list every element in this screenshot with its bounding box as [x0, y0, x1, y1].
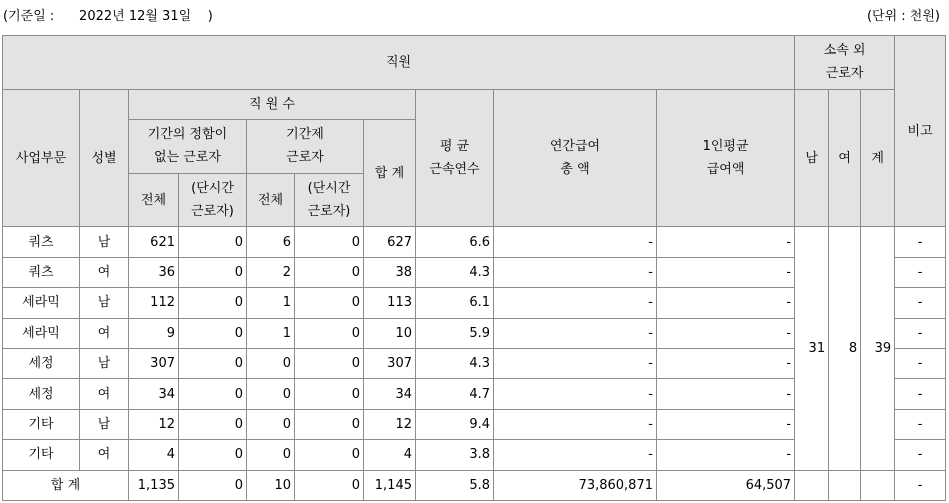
- total-cell: 627: [364, 227, 416, 257]
- total-cell: 1,145: [364, 470, 416, 500]
- fixed-short-cell: 0: [295, 318, 364, 348]
- fixed-total-cell: 10: [247, 470, 295, 500]
- total-label: 합 계: [3, 470, 129, 500]
- division-cell: 세정: [3, 379, 80, 409]
- fixed-total-cell: 6: [247, 227, 295, 257]
- total-cell: 113: [364, 288, 416, 318]
- gender-cell: 여: [80, 379, 129, 409]
- indef-total-cell: 34: [129, 379, 179, 409]
- total-cell: 10: [364, 318, 416, 348]
- total-cell: 34: [364, 379, 416, 409]
- fixed-total-cell: 0: [247, 409, 295, 439]
- fixed-short-cell: 0: [295, 227, 364, 257]
- division-cell: 세라믹: [3, 288, 80, 318]
- indef-total-cell: 621: [129, 227, 179, 257]
- indef-short-cell: 0: [179, 409, 247, 439]
- indef-short-cell: 0: [179, 470, 247, 500]
- annual-pay-cell: -: [494, 227, 657, 257]
- indef-total-cell: 307: [129, 349, 179, 379]
- outside-blank-cell: [795, 470, 829, 500]
- remark-cell: -: [895, 227, 946, 257]
- outside-sum-header: 계: [861, 89, 895, 227]
- avg-pay-cell: -: [657, 257, 795, 287]
- table-row: [3, 227, 946, 257]
- fixed-term-header: 기간제 근로자: [247, 120, 364, 174]
- avg-pay-cell: -: [657, 409, 795, 439]
- outside-total-cell: 39: [861, 227, 895, 470]
- avg-pay-cell: -: [657, 227, 795, 257]
- division-header: 사업부문: [3, 89, 80, 227]
- indefinite-header: 기간의 정함이 없는 근로자: [129, 120, 247, 174]
- fixed-short-cell: 0: [295, 257, 364, 287]
- division-cell: 세라믹: [3, 318, 80, 348]
- annual-pay-cell: -: [494, 379, 657, 409]
- indef-total-cell: 36: [129, 257, 179, 287]
- indef-short-cell: 0: [179, 227, 247, 257]
- indef-short-cell: 0: [179, 349, 247, 379]
- fixed-total-cell: 1: [247, 288, 295, 318]
- annual-pay-cell: 73,860,871: [494, 470, 657, 500]
- indef-short-cell: 0: [179, 379, 247, 409]
- fixed-total-cell: 2: [247, 257, 295, 287]
- total-row: [3, 470, 946, 500]
- fixed-total-cell: 1: [247, 318, 295, 348]
- remark-cell: -: [895, 349, 946, 379]
- remark-cell: -: [895, 288, 946, 318]
- fixed-short-header: (단시간 근로자): [295, 173, 364, 227]
- avg-tenure-header: 평 균 근속연수: [416, 89, 494, 227]
- remark-cell: -: [895, 318, 946, 348]
- indef-short-cell: 0: [179, 288, 247, 318]
- avg-pay-cell: -: [657, 288, 795, 318]
- annual-pay-cell: -: [494, 257, 657, 287]
- total-cell: 12: [364, 409, 416, 439]
- remark-cell: -: [895, 379, 946, 409]
- indefinite-short-header: (단시간 근로자): [179, 173, 247, 227]
- gender-cell: 여: [80, 318, 129, 348]
- fixed-short-cell: 0: [295, 470, 364, 500]
- employee-status-table: [2, 35, 946, 501]
- fixed-short-cell: 0: [295, 349, 364, 379]
- tenure-cell: 5.8: [416, 470, 494, 500]
- indefinite-all-header: 전체: [129, 173, 179, 227]
- division-cell: 기타: [3, 440, 80, 470]
- remark-cell: -: [895, 257, 946, 287]
- outside-male-cell: 31: [795, 227, 829, 470]
- total-cell: 4: [364, 440, 416, 470]
- outside-female-header: 여: [829, 89, 861, 227]
- fixed-short-cell: 0: [295, 379, 364, 409]
- indef-short-cell: 0: [179, 318, 247, 348]
- tenure-cell: 6.1: [416, 288, 494, 318]
- employees-header: 직원: [3, 36, 795, 90]
- fixed-total-cell: 0: [247, 440, 295, 470]
- annual-pay-cell: -: [494, 440, 657, 470]
- tenure-cell: 9.4: [416, 409, 494, 439]
- remark-cell: -: [895, 409, 946, 439]
- gender-cell: 남: [80, 288, 129, 318]
- outside-male-header: 남: [795, 89, 829, 227]
- annual-pay-cell: -: [494, 288, 657, 318]
- indef-total-cell: 12: [129, 409, 179, 439]
- fixed-short-cell: 0: [295, 409, 364, 439]
- avg-pay-cell: -: [657, 379, 795, 409]
- unit-label: (단위 : 천원): [866, 9, 940, 24]
- division-cell: 쿼츠: [3, 227, 80, 257]
- division-cell: 기타: [3, 409, 80, 439]
- total-header: 합 계: [364, 120, 416, 227]
- outside-blank-cell: [861, 470, 895, 500]
- tenure-cell: 4.3: [416, 349, 494, 379]
- indef-short-cell: 0: [179, 257, 247, 287]
- avg-pay-cell: 64,507: [657, 470, 795, 500]
- remarks-header: 비고: [895, 36, 946, 227]
- tenure-cell: 4.7: [416, 379, 494, 409]
- annual-pay-cell: -: [494, 349, 657, 379]
- base-date: (기준일 : 2022년 12월 31일 ): [3, 9, 213, 24]
- total-cell: 38: [364, 257, 416, 287]
- fixed-short-cell: 0: [295, 440, 364, 470]
- report-header: [0, 0, 949, 26]
- indef-total-cell: 1,135: [129, 470, 179, 500]
- avg-pay-cell: -: [657, 349, 795, 379]
- annual-pay-header: 연간급여 총 액: [494, 89, 657, 227]
- gender-cell: 남: [80, 227, 129, 257]
- indef-total-cell: 112: [129, 288, 179, 318]
- outside-workers-header: 소속 외 근로자: [795, 36, 895, 90]
- outside-blank-cell: [829, 470, 861, 500]
- tenure-cell: 4.3: [416, 257, 494, 287]
- tenure-cell: 3.8: [416, 440, 494, 470]
- division-cell: 세정: [3, 349, 80, 379]
- avg-pay-cell: -: [657, 318, 795, 348]
- fixed-total-cell: 0: [247, 379, 295, 409]
- annual-pay-cell: -: [494, 409, 657, 439]
- remark-cell: -: [895, 470, 946, 500]
- tenure-cell: 6.6: [416, 227, 494, 257]
- indef-total-cell: 4: [129, 440, 179, 470]
- division-cell: 쿼츠: [3, 257, 80, 287]
- avg-pay-header: 1인평균 급여액: [657, 89, 795, 227]
- fixed-all-header: 전체: [247, 173, 295, 227]
- avg-pay-cell: -: [657, 440, 795, 470]
- gender-cell: 남: [80, 409, 129, 439]
- remark-cell: -: [895, 440, 946, 470]
- tenure-cell: 5.9: [416, 318, 494, 348]
- fixed-total-cell: 0: [247, 349, 295, 379]
- gender-header: 성별: [80, 89, 129, 227]
- headcount-header: 직 원 수: [129, 89, 416, 119]
- gender-cell: 남: [80, 349, 129, 379]
- indef-total-cell: 9: [129, 318, 179, 348]
- annual-pay-cell: -: [494, 318, 657, 348]
- total-cell: 307: [364, 349, 416, 379]
- indef-short-cell: 0: [179, 440, 247, 470]
- gender-cell: 여: [80, 440, 129, 470]
- outside-female-cell: 8: [829, 227, 861, 470]
- fixed-short-cell: 0: [295, 288, 364, 318]
- gender-cell: 여: [80, 257, 129, 287]
